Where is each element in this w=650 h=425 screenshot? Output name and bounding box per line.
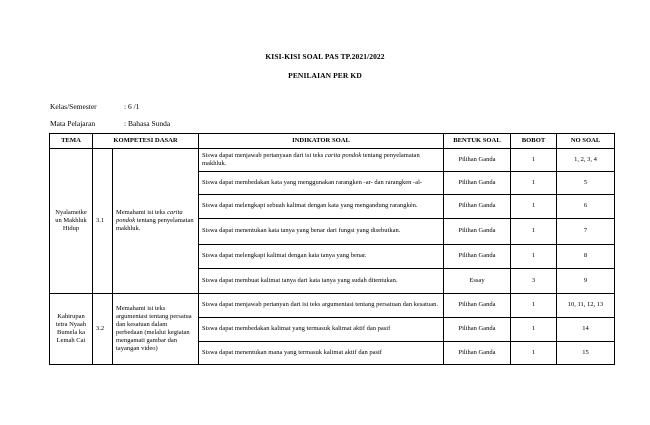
indikator-text-part: Siswa dapat melengkapi sebuah kalimat dengan kata yang mengandung rarangkèn. [202,202,418,210]
indikator-text-part: Siswa dapat membedakan kalimat yang termasuk kalimat aktif dan pasif [202,325,391,333]
no-soal-cell: 1, 2, 3, 4 [557,149,615,172]
bobot-cell: 1 [511,318,557,342]
indikator-cell [199,195,444,219]
indikator-text-part: Siswa dapat membuat kalimat tanya dari kata tanya yang sudah ditentukan. [202,276,398,284]
bobot-cell: 1 [511,149,557,172]
bobot-cell: 1 [511,342,557,365]
meta-mapel [50,119,170,128]
indikator-text-part: Siswa dapat menentukan mana yang termasuk kalimat aktif dan pasif [202,348,382,356]
indikator-cell [199,219,444,245]
no-soal-cell: 14 [557,318,615,342]
header-bentuk: BENTUK SOAL [444,134,511,149]
kd-text-part: Memahami isi teks argumentasi tentang persatua dan kesatuan dalam perbedaan (melalui kegiatan mengamati gambar dan tayangan video) [116,304,192,353]
kelas-label: Kelas/Semester [50,102,97,111]
kd-text-part: carita pondok [116,208,183,224]
bentuk-soal-cell: Pilihan Ganda [444,219,511,245]
mapel-value: : Bahasa Sunda [124,119,171,128]
indikator-cell [199,294,444,318]
no-soal-cell: 5 [557,172,615,195]
bentuk-soal-cell: Pilihan Ganda [444,245,511,269]
indikator-cell [199,149,444,172]
no-soal-cell: 15 [557,342,615,365]
tema-cell: Kahirupan tetra Nyaah Bumela ka Lemah Cai [50,294,93,365]
indikator-text-part: Siswa dapat menjawab pertanyaan dari isi teks [202,151,325,159]
indikator-cell [199,172,444,195]
no-soal-cell: 10, 11, 12, 13 [557,294,615,318]
kd-text-part: tentang penyelamatan makhluk. [116,216,194,233]
document-subtitle: PENILAIAN PER KD [288,71,362,80]
table-body [50,149,615,365]
meta-kelas [50,102,139,111]
indikator-cell [199,342,444,365]
kd-text-part: Memahami isi teks [116,208,168,216]
mapel-label: Mata Pelajaran [50,119,96,128]
tema-cell: Nyalametke un Makhluk Hidup [50,149,93,294]
bobot-cell: 1 [511,172,557,195]
no-soal-cell: 7 [557,219,615,245]
kd-text-cell [113,294,199,365]
bentuk-soal-cell: Pilihan Ganda [444,172,511,195]
indikator-text-part: Siswa dapat menentukan kata tanya yang benar dari fungsi yang disebutkan. [202,227,401,235]
bentuk-soal-cell: Essay [444,269,511,294]
header-bobot: BOBOT [511,134,557,149]
no-soal-cell: 9 [557,269,615,294]
no-soal-cell: 6 [557,195,615,219]
bentuk-soal-cell: Pilihan Ganda [444,149,511,172]
kelas-value: : 6 /1 [124,102,140,111]
bentuk-soal-cell: Pilihan Ganda [444,342,511,365]
bobot-cell: 3 [511,269,557,294]
indikator-text-part: Siswa dapat membedakan kata yang menggunakan rarangken -ar- dan rarangken -al- [202,178,423,186]
table-row [50,149,615,172]
kd-number-cell: 3.1 [93,149,113,294]
indikator-cell [199,245,444,269]
kisi-table [49,133,615,365]
indikator-text-part: Siswa dapat melengkapi kalimat dengan kata tanya yang benar. [202,252,367,260]
kd-number-cell: 3.2 [93,294,113,365]
table-header-row [50,134,615,149]
indikator-text-part: Siswa dapat menjawab pertanyan dari isi teks argumentasi tentang persatuan dan kesatuan. [202,301,438,309]
header-indikator: INDIKATOR SOAL [199,134,444,149]
bentuk-soal-cell: Pilihan Ganda [444,195,511,219]
table-row [50,294,615,318]
indikator-cell [199,318,444,342]
header-kd: KOMPETESI DASAR [93,134,199,149]
bobot-cell: 1 [511,195,557,219]
document-title: KISI-KISI SOAL PAS TP.2021/2022 [265,52,385,61]
bentuk-soal-cell: Pilihan Ganda [444,318,511,342]
kd-text-cell [113,149,199,294]
header-no: NO SOAL [557,134,615,149]
indikator-text-part: tentang penyelamatan makhluk. [202,151,420,167]
indikator-text-part: carita pondok [324,151,362,159]
bobot-cell: 1 [511,294,557,318]
bentuk-soal-cell: Pilihan Ganda [444,294,511,318]
header-tema: TEMA [50,134,93,149]
bobot-cell: 1 [511,219,557,245]
indikator-cell [199,269,444,294]
bobot-cell: 1 [511,245,557,269]
no-soal-cell: 8 [557,245,615,269]
